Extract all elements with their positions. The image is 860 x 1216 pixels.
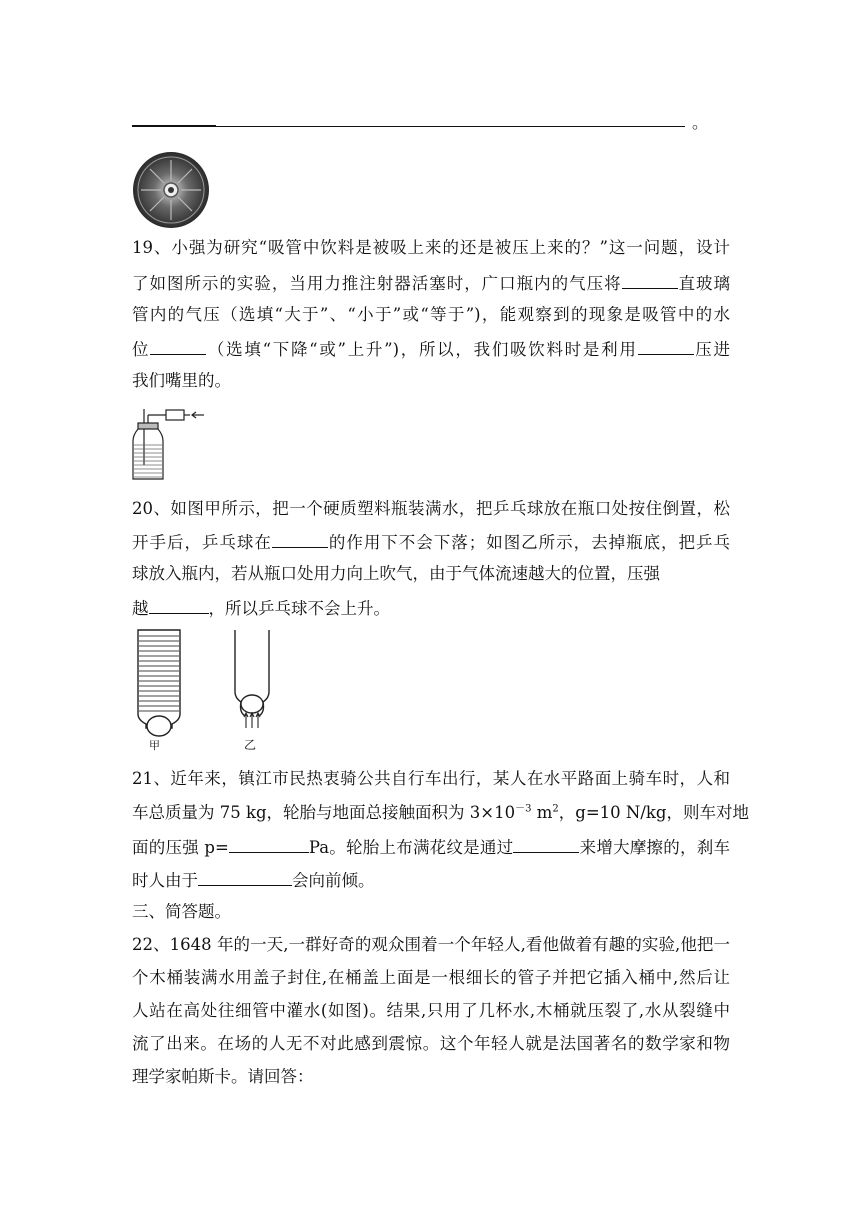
q19-text: （选填“下降“或”上升”)，所以，我们吸饮料时是利用 [206,340,638,359]
suction-cup-figure [131,150,211,230]
q20-blank-2[interactable] [149,597,209,614]
q19-line-3: 管内的气压（选填“大于”、“小于”或“等于”)，能观察到的现象是吸管中的水 [132,305,730,324]
q19-line-5: 我们嘴里的。 [132,371,231,390]
q21-line-4 [132,869,730,891]
answer-line-period: 。 [692,113,709,132]
q21-text: 会向前倾。 [292,871,375,890]
q22-line-4: 流了出来。在场的人无不对此感到震惊。这个年轻人就是法国著名的数学家和物 [132,1034,730,1053]
fig-label-jia: 甲 [149,739,160,752]
q19-line-2 [132,272,730,294]
q20-blank-1[interactable] [272,531,328,548]
q21-blank-1[interactable] [229,836,309,853]
q21-exponent: －3 [515,803,532,815]
q21-blank-2[interactable] [513,836,579,853]
q21-text: 面的压强 p= [132,838,229,857]
q20-line-1: 20、如图甲所示，把一个硬质塑料瓶装满水，把乒乓球放在瓶口处按住倒置，松 [132,499,730,518]
q21-text: ，g=10 N/kg，则车对地 [558,803,749,822]
q19-blank-1[interactable] [622,272,678,289]
q21-line-3 [132,836,730,858]
q20-line-4 [132,597,730,619]
q21-text: 来增大摩擦的，刹车 [579,838,731,857]
q21-line-2 [132,803,749,823]
section-heading: 三、简答题。 [132,902,231,921]
q19-text: 了如图所示的实验，当用力推注射器活塞时，广口瓶内的气压将 [132,274,622,293]
q20-text: 越 [132,599,149,618]
q20-line-2 [132,531,730,553]
q20-text: 开手后，乒乓球在 [132,533,272,552]
q19-blank-2[interactable] [150,338,206,355]
q19-text: 位 [132,340,151,359]
bottle-figure-a [134,628,184,750]
q19-line-4 [132,338,730,360]
q20-text: 的作用下不会下落；如图乙所示，去掉瓶底，把乒乓 [327,533,731,552]
q22-line-2: 个木桶装满水用盖子封住,在桶盖上面是一根细长的管子并把它插入桶中,然后让 [132,968,730,987]
q19-text: 直玻璃 [677,274,731,293]
q21-text: 车总质量为 75 kg，轮胎与地面总接触面积为 3×10 [132,803,516,822]
answer-line [132,126,685,127]
q19-line-1: 19、小强为研究“吸管中饮料是被吸上来的还是被压上来的？”这一问题，设计 [132,238,730,257]
q20-line-3: 球放入瓶内，若从瓶口处用力向上吹气，由于气体流速越大的位置，压强 [132,564,660,583]
syringe-bottle-figure [128,405,208,481]
q22-line-3: 人站在高处往细管中灌水(如图)。结果,只用了几杯水,木桶就压裂了,水从裂缝中 [132,1001,730,1020]
q22-line-1: 22、1648 年的一天,一群好奇的观众围着一个年轻人,看他做着有趣的实验,他把一 [132,935,730,954]
q20-text: ，所以乒乓球不会上升。 [208,599,390,618]
q22-line-5: 理学家帕斯卡。请回答： [132,1067,314,1086]
fig-label-yi: 乙 [244,738,257,752]
q21-line-1: 21、近年来，镇江市民热衷骑公共自行车出行，某人在水平路面上骑车时，人和 [132,769,730,788]
bottle-figure-b [227,628,277,750]
q21-text: m [531,803,553,822]
q21-exponent: 2 [552,803,559,815]
q19-text: 压进 [693,340,730,359]
q19-blank-3[interactable] [638,338,694,355]
q21-text: 时人由于 [132,871,198,890]
q21-blank-3[interactable] [198,869,292,886]
q21-text: Pa。轮胎上布满花纹是通过 [308,838,514,857]
